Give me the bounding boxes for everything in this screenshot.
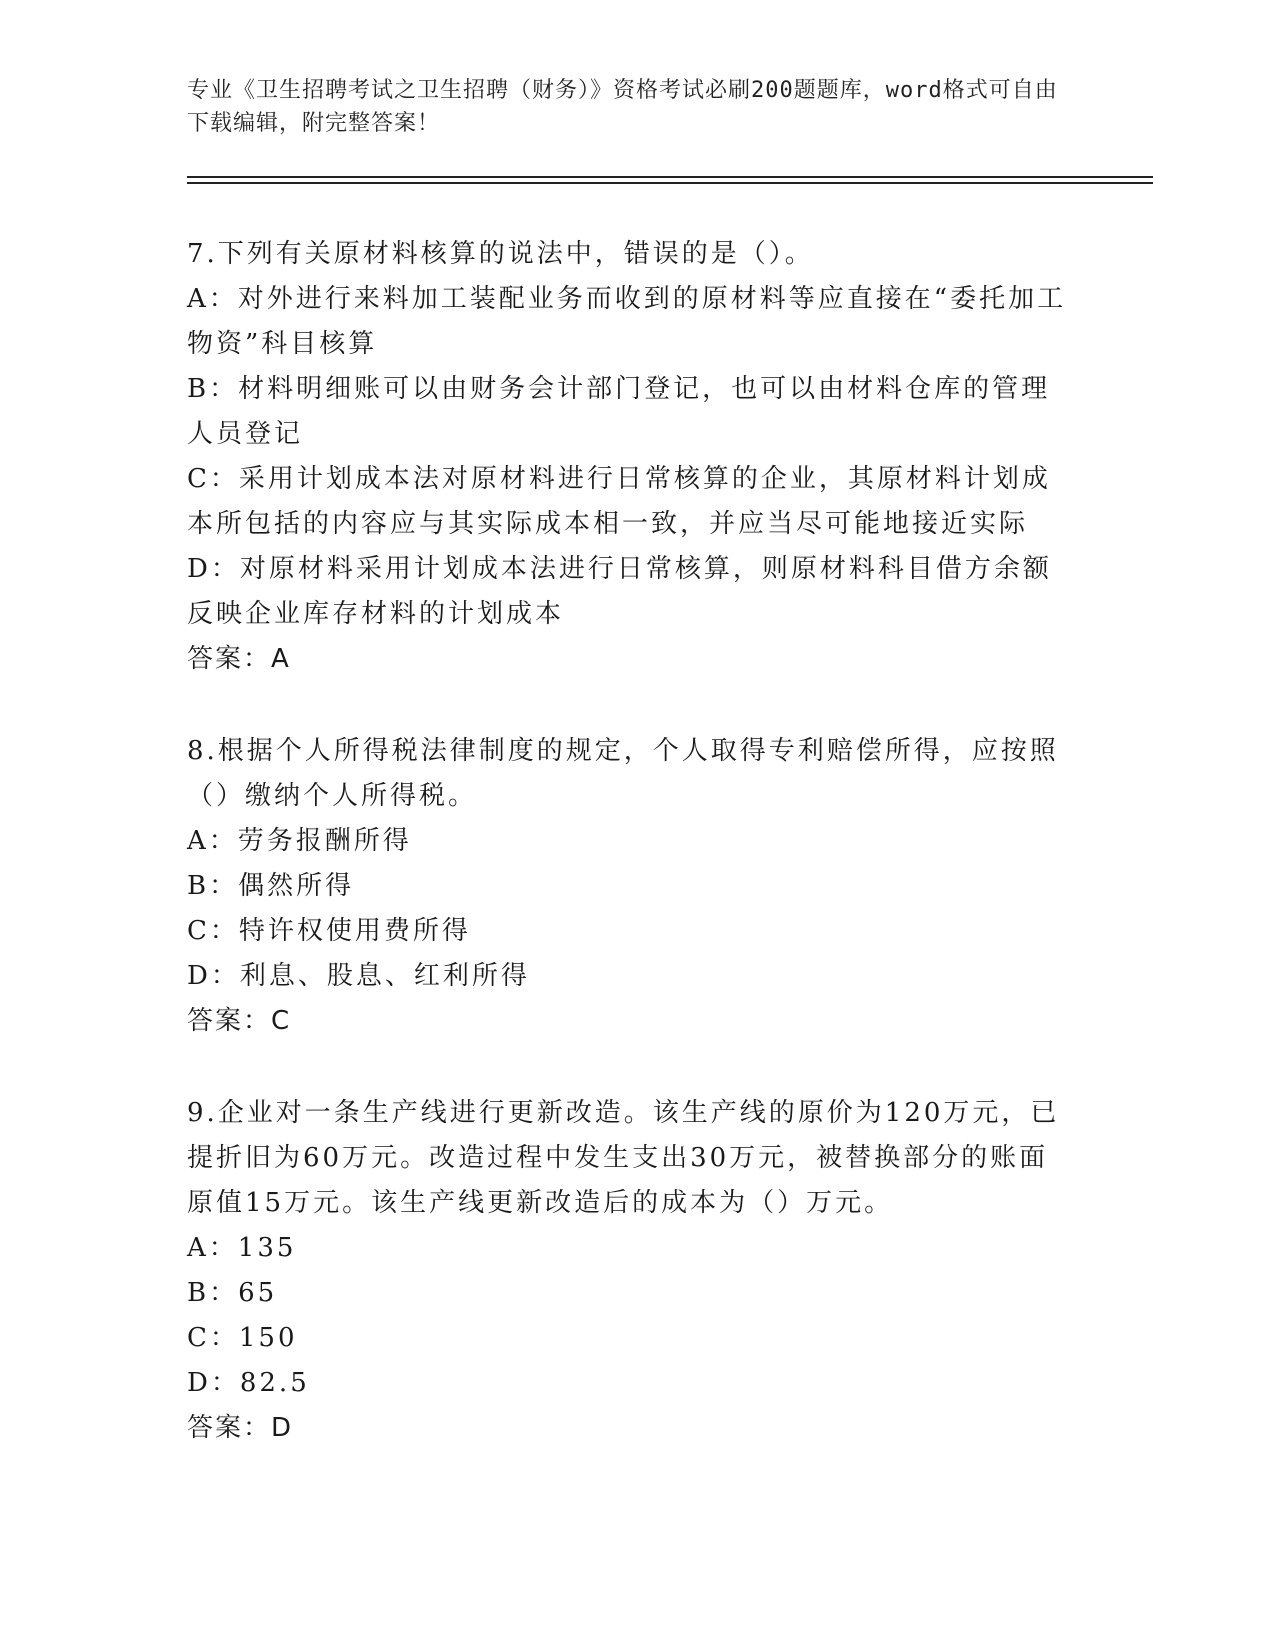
option-b: B：材料明细账可以由财务会计部门登记，也可以由材料仓库的管理人员登记 [187,374,1051,449]
question-stem: 9.企业对一条生产线进行更新改造。该生产线的原价为120万元，已提折旧为60万元。改造过程中发生支出30万元，被替换部分的账面原值15万元。该生产线更新改造后的成本为（）万元。 [187,1098,1060,1218]
answer: 答案：C [187,1006,292,1036]
option-a: A：135 [187,1233,297,1263]
option-d: D：对原材料采用计划成本法进行日常核算，则原材料科目借方余额反映企业库存材料的计划成本 [187,554,1052,629]
question-list [187,232,1077,1498]
header-rule-bottom [187,182,1153,184]
option-c: C：150 [187,1323,298,1353]
option-a: A：对外进行来料加工装配业务而收到的原材料等应直接在“委托加工物资”科目核算 [187,284,1067,359]
answer: 答案：D [187,1413,294,1443]
option-c: C：采用计划成本法对原材料进行日常核算的企业，其原材料计划成本所包括的内容应与其实际成本相一致，并应当尽可能地接近实际 [187,464,1051,539]
header-rule-top [187,176,1153,178]
option-d: D：利息、股息、红利所得 [187,961,530,991]
question-8 [187,729,1077,1044]
document-header: 专业《卫生招聘考试之卫生招聘（财务）》资格考试必刷200题题库，word格式可自由下载编辑，附完整答案！ [187,78,1058,136]
option-c: C：特许权使用费所得 [187,916,471,946]
question-7 [187,232,1077,682]
question-stem: 7.下列有关原材料核算的说法中，错误的是（）。 [187,239,814,269]
option-a: A：劳务报酬所得 [187,826,412,856]
option-d: D：82.5 [187,1368,310,1398]
question-9 [187,1091,1077,1451]
option-b: B：65 [187,1278,278,1308]
question-stem: 8.根据个人所得税法律制度的规定，个人取得专利赔偿所得，应按照（）缴纳个人所得税。 [187,736,1059,811]
option-b: B：偶然所得 [187,871,355,901]
answer: 答案：A [187,644,291,674]
